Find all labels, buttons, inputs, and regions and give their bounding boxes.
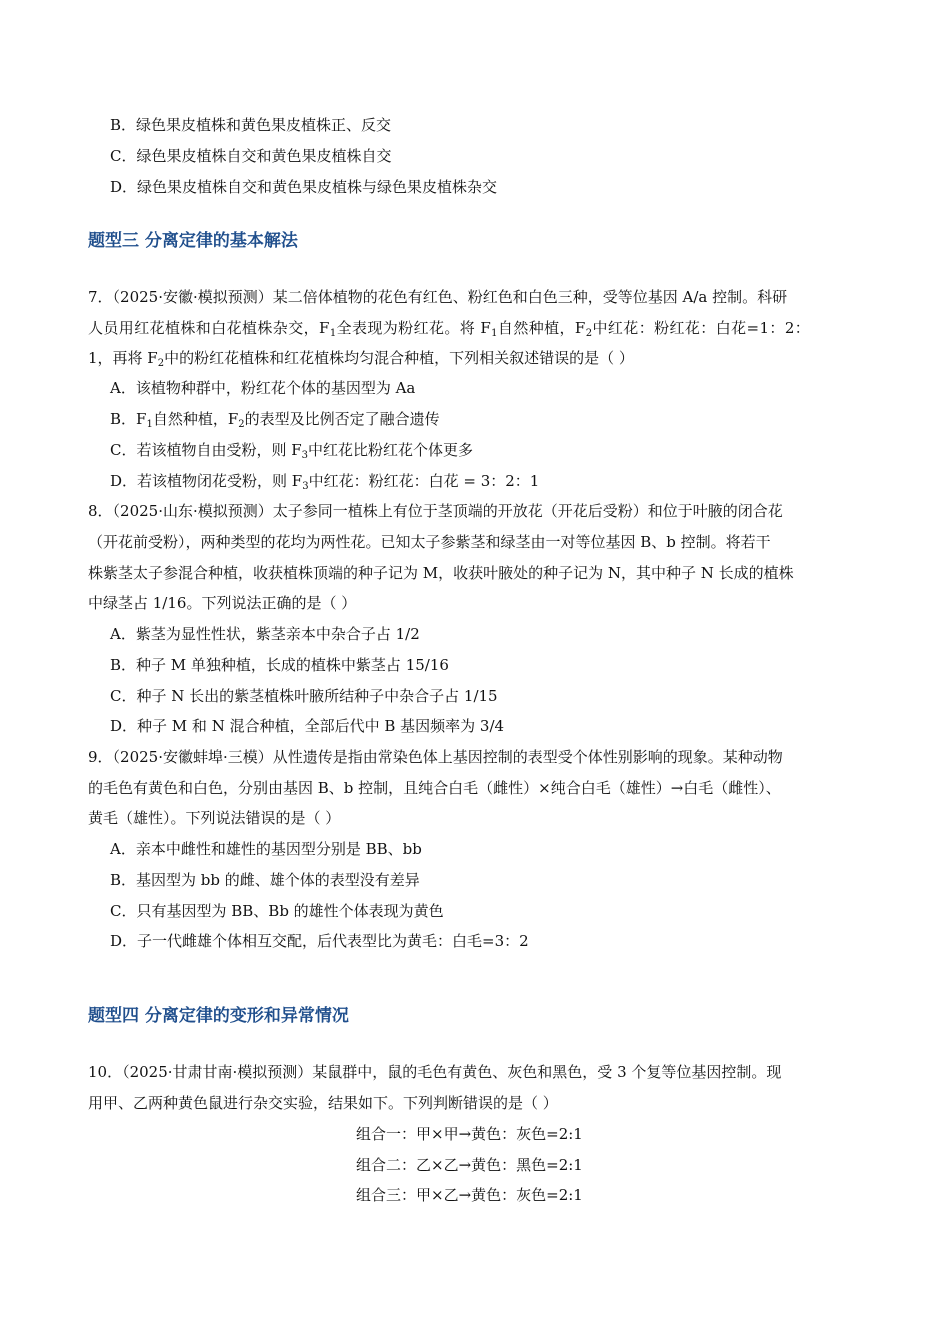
q9-stem-line3: 黄毛（雄性）。下列说法错误的是（ ） <box>88 809 341 827</box>
q8-option-d: D．种子 M 和 N 混合种植，全部后代中 B 基因频率为 3/4 <box>110 717 505 735</box>
q7-option-b: B．$F_1$自然种植，$F_2$的表型及比例否定了融合遗传 <box>110 410 440 430</box>
section-heading-4: 题型四 分离定律的变形和异常情况 <box>88 1006 349 1026</box>
q7-option-a: A．该植物种群中，粉红花个体的基因型为 Aa <box>110 379 416 397</box>
q8-option-c: C．种子 N 长出的紫茎植株叶腋所结种子中杂合子占 1/15 <box>110 687 498 705</box>
q10-combo-1: 组合一：甲×甲→黄色：灰色=2:1 <box>356 1125 583 1143</box>
q8-stem-line2: （开花前受粉），两种类型的花均为两性花。已知太子参紫茎和绿茎由一对等位基因 B、b 控制。将若干 <box>88 533 771 551</box>
q6-option-b: B．绿色果皮植株和黄色果皮植株正、反交 <box>110 116 392 134</box>
q8-option-a: A．紫茎为显性性状，紫茎亲本中杂合子占 1/2 <box>110 625 420 643</box>
q9-option-b: B．基因型为 bb 的雌、雄个体的表型没有差异 <box>110 871 420 889</box>
q10-combo-3: 组合三：甲×乙→黄色：灰色=2:1 <box>356 1186 583 1204</box>
q9-stem-line1: 9．（2025·安徽蚌埠·三模）从性遗传是指由常染色体上基因控制的表型受个体性别影响的现象。某种动物 <box>88 748 783 766</box>
q8-stem-line4: 中绿茎占 1/16。下列说法正确的是（ ） <box>88 594 357 612</box>
q7-option-d: D．若该植物闭花受粉，则 $F_3$中红花：粉红花：白花 = 3：2：1 <box>110 472 540 492</box>
q9-option-a: A．亲本中雌性和雄性的基因型分别是 BB、bb <box>110 840 422 858</box>
q8-stem-line3: 株紫茎太子参混合种植，收获植株顶端的种子记为 M，收获叶腋处的种子记为 N，其中种子 N 长成的植株 <box>88 564 794 582</box>
q10-stem-line2: 用甲、乙两种黄色鼠进行杂交实验，结果如下。下列判断错误的是（ ） <box>88 1094 558 1112</box>
section-heading-3: 题型三 分离定律的基本解法 <box>88 231 298 251</box>
q8-option-b: B．种子 M 单独种植，长成的植株中紫茎占 15/16 <box>110 656 449 674</box>
q10-combo-2: 组合二：乙×乙→黄色：黑色=2:1 <box>356 1156 583 1174</box>
q7-stem-line1: 7．（2025·安徽·模拟预测）某二倍体植物的花色有红色、粉红色和白色三种，受等位基因 A/a 控制。科研 <box>88 288 788 306</box>
q8-stem-line1: 8．（2025·山东·模拟预测）太子参同一植株上有位于茎顶端的开放花（开花后受粉）和位于叶腋的闭合花 <box>88 502 783 520</box>
q7-option-c: C．若该植物自由受粉，则 $F_3$中红花比粉红花个体更多 <box>110 441 474 461</box>
q6-option-c: C．绿色果皮植株自交和黄色果皮植株自交 <box>110 147 392 165</box>
q9-option-c: C．只有基因型为 BB、Bb 的雄性个体表现为黄色 <box>110 902 444 920</box>
q6-option-d: D．绿色果皮植株自交和黄色果皮植株与绿色果皮植株杂交 <box>110 178 498 196</box>
q9-stem-line2: 的毛色有黄色和白色，分别由基因 B、b 控制，且纯合白毛（雌性）×纯合白毛（雄性）→白毛（雌性）、 <box>88 779 781 797</box>
q7-stem-line3: 1，再将 $F_2$中的粉红花植株和红花植株均匀混合种植，下列相关叙述错误的是（ ） <box>88 349 634 369</box>
q7-stem-line2: 人员用红花植株和白花植株杂交，$F_1$全表现为粉红花。将 $F_1$自然种植，$F_2$中红花：粉红花：白花=1：2： <box>88 319 811 339</box>
q10-stem-line1: 10．（2025·甘肃甘南·模拟预测）某鼠群中，鼠的毛色有黄色、灰色和黑色，受 3 个复等位基因控制。现 <box>88 1063 782 1081</box>
q9-option-d: D．子一代雌雄个体相互交配，后代表型比为黄毛：白毛=3：2 <box>110 932 529 950</box>
